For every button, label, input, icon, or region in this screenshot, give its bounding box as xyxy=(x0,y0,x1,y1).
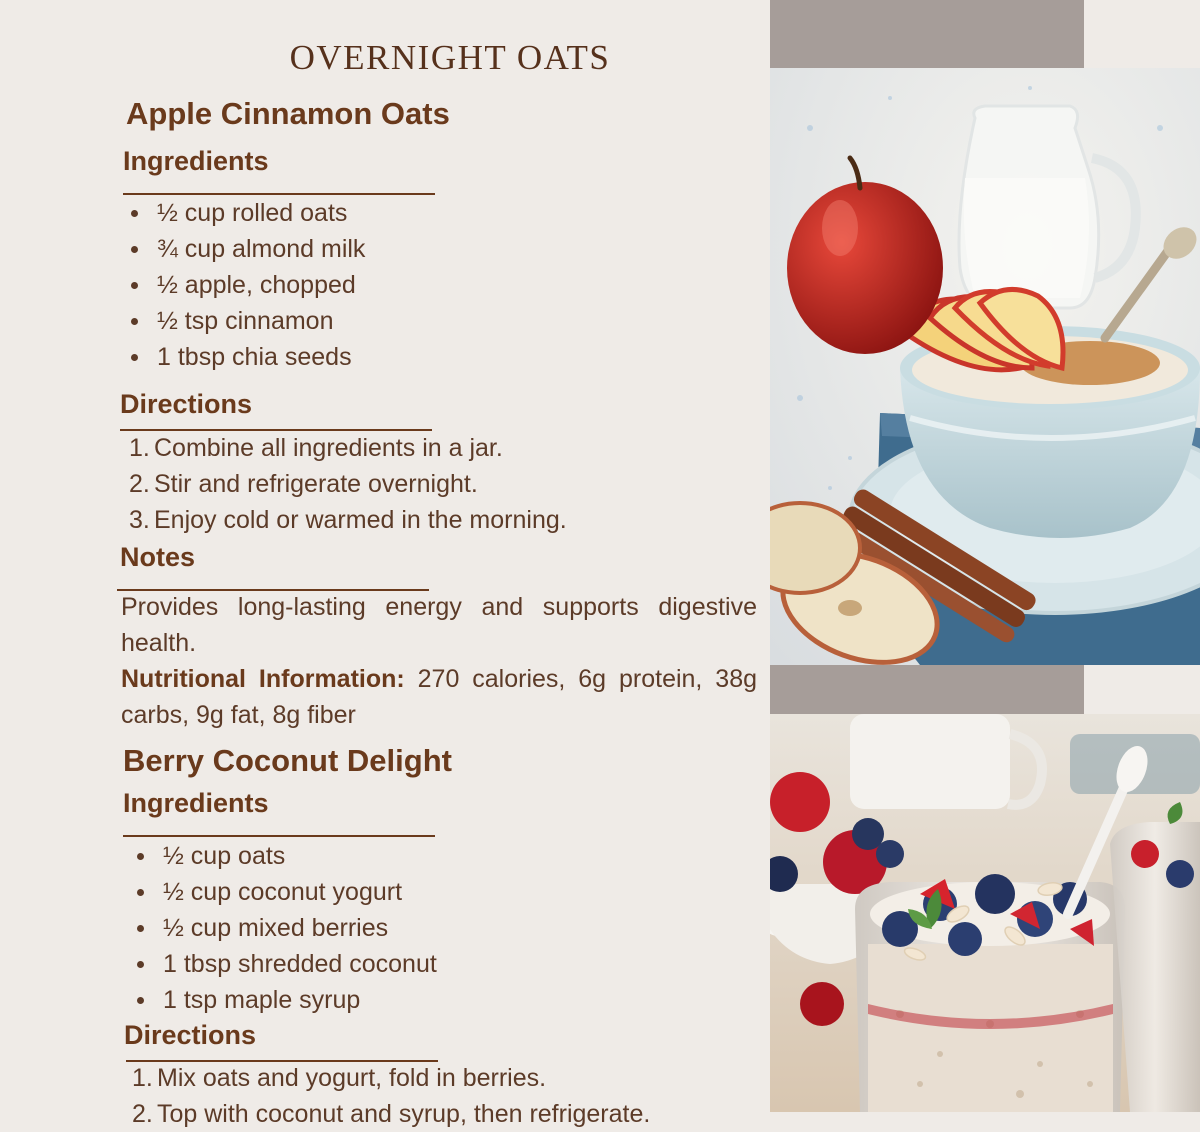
ingredients-list xyxy=(123,195,365,375)
list-item: ½ apple, chopped xyxy=(123,267,365,303)
notes-heading: Notes xyxy=(120,542,196,572)
ingredients-list xyxy=(129,838,437,1018)
recipe-title-apple-cinnamon: Apple Cinnamon Oats xyxy=(126,96,450,131)
list-item: ¾ cup almond milk xyxy=(123,231,365,267)
heading-underline xyxy=(123,835,435,837)
apple-cinnamon-oats-photo xyxy=(770,68,1200,665)
directions-list xyxy=(129,430,567,538)
list-item: 1. Mix oats and yogurt, fold in berries. xyxy=(132,1064,547,1092)
list-item: 1 tbsp chia seeds xyxy=(123,339,365,375)
directions-list xyxy=(132,1060,650,1132)
recipe-title-berry-coconut: Berry Coconut Delight xyxy=(123,743,452,778)
ingredients-heading: Ingredients xyxy=(123,146,269,176)
nutrition-info xyxy=(121,661,757,733)
page-title: OVERNIGHT OATS xyxy=(289,38,611,77)
list-item: 1. Combine all ingredients in a jar. xyxy=(129,434,503,462)
list-item: ½ tsp cinnamon xyxy=(123,303,365,339)
berry-parfait-photo xyxy=(770,714,1200,1112)
decorative-band xyxy=(770,0,1084,68)
list-item: 1 tbsp shredded coconut xyxy=(129,946,437,982)
list-item: ½ cup coconut yogurt xyxy=(129,874,437,910)
notes-text: Provides long-lasting energy and supports digestive health. xyxy=(121,593,757,657)
directions-heading: Directions xyxy=(124,1020,257,1050)
list-item: ½ cup oats xyxy=(129,838,437,874)
decorative-band xyxy=(770,665,1084,714)
ingredients-heading: Ingredients xyxy=(123,788,269,818)
nutrition-label: Nutritional Information: xyxy=(121,665,405,693)
list-item: ½ cup mixed berries xyxy=(129,910,437,946)
nutrition-values: 270 calories, 6g protein, 38g carbs, 9g fat, 8g fiber xyxy=(121,665,757,729)
list-item: 1 tsp maple syrup xyxy=(129,982,437,1018)
directions-heading: Directions xyxy=(120,389,253,419)
list-item: 2. Stir and refrigerate overnight. xyxy=(129,470,478,498)
list-item: 3. Enjoy cold or warmed in the morning. xyxy=(129,506,567,534)
list-item: 2. Top with coconut and syrup, then refrigerate. xyxy=(132,1100,651,1128)
list-item: ½ cup rolled oats xyxy=(123,195,365,231)
